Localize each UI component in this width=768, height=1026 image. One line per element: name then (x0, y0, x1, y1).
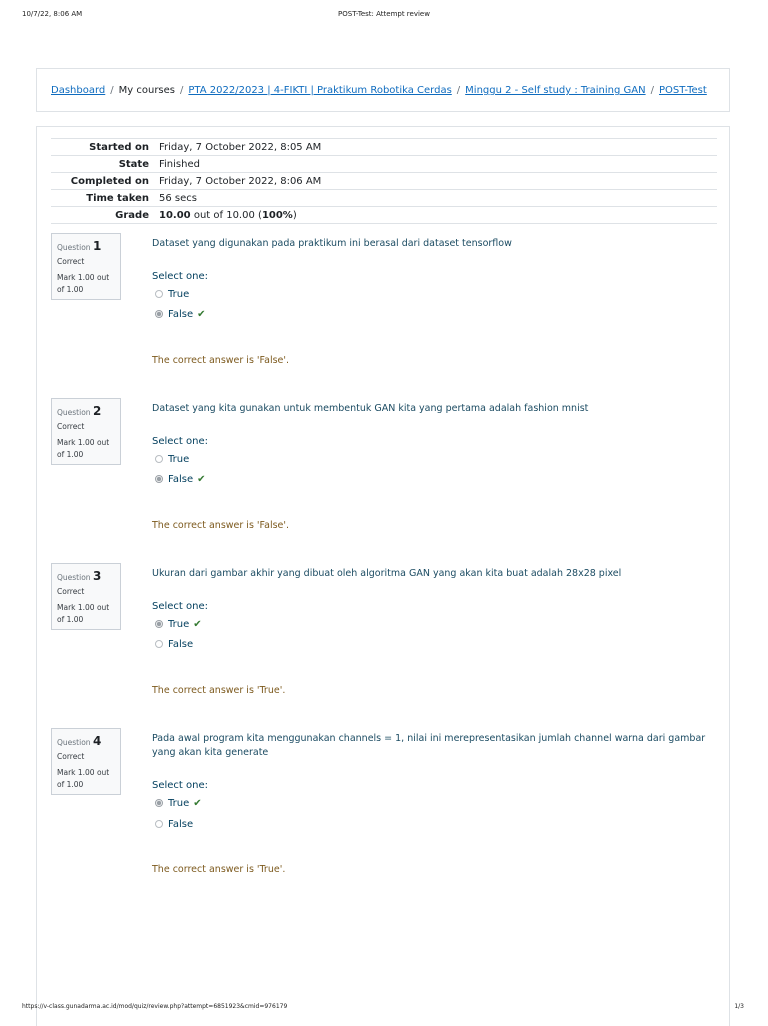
question-info-box (51, 233, 121, 300)
print-header (0, 10, 768, 22)
breadcrumb-course-link[interactable]: PTA 2022/2023 | 4-FIKTI | Praktikum Robotika Cerdas (188, 85, 452, 96)
correct-check-icon: ✔ (197, 473, 206, 485)
radio-button[interactable] (155, 290, 163, 298)
question-mark: Mark 1.00 out of 1.00 (57, 273, 110, 294)
question-number-line (57, 734, 115, 748)
question-info-box (51, 563, 121, 630)
print-page-number: 1/3 (734, 1003, 744, 1010)
answer-option-true[interactable] (155, 287, 189, 301)
grade-value (159, 207, 717, 224)
breadcrumb-dashboard-link[interactable]: Dashboard (51, 85, 106, 96)
summary-value: 56 secs (159, 190, 717, 207)
radio-button-selected[interactable] (155, 475, 163, 483)
answer-option-false[interactable] (155, 307, 206, 321)
question-info-box (51, 398, 121, 465)
question-text: Dataset yang digunakan pada praktikum ini berasal dari dataset tensorflow (152, 238, 512, 249)
question-number-line (57, 239, 115, 253)
select-one-prompt: Select one: (152, 780, 209, 791)
grade-paren-close: ) (292, 209, 297, 221)
option-label: False (168, 638, 194, 650)
answer-option-false[interactable] (155, 817, 193, 831)
breadcrumb-container (36, 68, 730, 112)
summary-label: Completed on (51, 173, 159, 190)
option-label: True (168, 797, 190, 809)
correct-answer-feedback: The correct answer is 'False'. (152, 355, 290, 366)
grade-score: 10.00 (159, 209, 191, 221)
question-text: Dataset yang kita gunakan untuk membentuk GAN kita yang pertama adalah fashion mnist (152, 403, 589, 414)
print-title: POST-Test: Attempt review (338, 10, 430, 18)
correct-check-icon: ✔ (193, 618, 202, 630)
radio-button[interactable] (155, 820, 163, 828)
option-label: True (168, 453, 190, 465)
breadcrumb-separator: / (110, 85, 114, 96)
option-label: True (168, 288, 190, 300)
question-info-box (51, 728, 121, 795)
question-state: Correct (57, 257, 85, 266)
radio-button[interactable] (155, 455, 163, 463)
question-label: Question (57, 243, 91, 252)
radio-button[interactable] (155, 640, 163, 648)
breadcrumb-separator: / (650, 85, 654, 96)
summary-label: State (51, 156, 159, 173)
breadcrumb-my-courses: My courses (118, 85, 176, 96)
summary-label: Started on (51, 139, 159, 156)
question-state: Correct (57, 587, 85, 596)
question-label: Question (57, 573, 91, 582)
print-url: https://v-class.gunadarma.ac.id/mod/quiz/review.php?attempt=6851923&cmid=976179 (22, 1003, 288, 1010)
attempt-summary-table (51, 138, 717, 224)
correct-check-icon: ✔ (197, 308, 206, 320)
answer-option-true[interactable] (155, 796, 202, 810)
grade-paren-open: ( (258, 209, 262, 221)
question-number-line (57, 569, 115, 583)
answer-option-true[interactable] (155, 617, 202, 631)
select-one-prompt: Select one: (152, 271, 209, 282)
question-label: Question (57, 738, 91, 747)
question-label: Question (57, 408, 91, 417)
question-text: Pada awal program kita menggunakan channels = 1, nilai ini merepresentasikan jumlah channel warna dari gambar yang akan kita generate (152, 733, 706, 758)
question-mark: Mark 1.00 out of 1.00 (57, 438, 110, 459)
option-label: True (168, 618, 190, 630)
question-number: 2 (92, 404, 102, 418)
summary-value: Friday, 7 October 2022, 8:05 AM (159, 139, 717, 156)
select-one-prompt: Select one: (152, 436, 209, 447)
breadcrumb (51, 85, 707, 96)
question-mark: Mark 1.00 out of 1.00 (57, 603, 110, 624)
grade-percent: 100% (261, 209, 293, 221)
question-number: 3 (92, 569, 102, 583)
summary-value: Finished (159, 156, 717, 173)
breadcrumb-separator: / (456, 85, 461, 96)
grade-out-of: out of 10.00 (193, 209, 255, 221)
answer-option-false[interactable] (155, 472, 206, 486)
print-datetime: 10/7/22, 8:06 AM (22, 10, 83, 18)
summary-value: Friday, 7 October 2022, 8:06 AM (159, 173, 717, 190)
radio-button-selected[interactable] (155, 799, 163, 807)
question-number-line (57, 404, 115, 418)
question-mark: Mark 1.00 out of 1.00 (57, 768, 110, 789)
summary-row-state (51, 156, 717, 173)
breadcrumb-section-link[interactable]: Minggu 2 - Self study : Training GAN (465, 85, 646, 96)
breadcrumb-quiz-link[interactable]: POST-Test (658, 85, 707, 96)
correct-answer-feedback: The correct answer is 'True'. (152, 864, 286, 875)
correct-answer-feedback: The correct answer is 'False'. (152, 520, 290, 531)
select-one-prompt: Select one: (152, 601, 209, 612)
question-state: Correct (57, 752, 85, 761)
summary-label: Grade (51, 207, 159, 224)
summary-row-started (51, 139, 717, 156)
summary-label: Time taken (51, 190, 159, 207)
answer-option-false[interactable] (155, 637, 193, 651)
breadcrumb-separator: / (180, 85, 184, 96)
option-label: False (168, 308, 194, 320)
correct-answer-feedback: The correct answer is 'True'. (152, 685, 286, 696)
option-label: False (168, 473, 194, 485)
radio-button-selected[interactable] (155, 620, 163, 628)
question-text: Ukuran dari gambar akhir yang dibuat oleh algoritma GAN yang akan kita buat adalah 28x28 pixel (152, 568, 622, 579)
question-number: 4 (92, 734, 102, 748)
question-state: Correct (57, 422, 85, 431)
option-label: False (168, 818, 194, 830)
radio-button-selected[interactable] (155, 310, 163, 318)
summary-row-completed (51, 173, 717, 190)
summary-row-grade (51, 207, 717, 224)
summary-row-time-taken (51, 190, 717, 207)
question-number: 1 (92, 239, 102, 253)
print-footer (0, 1003, 768, 1015)
answer-option-true[interactable] (155, 452, 189, 466)
correct-check-icon: ✔ (193, 797, 202, 809)
